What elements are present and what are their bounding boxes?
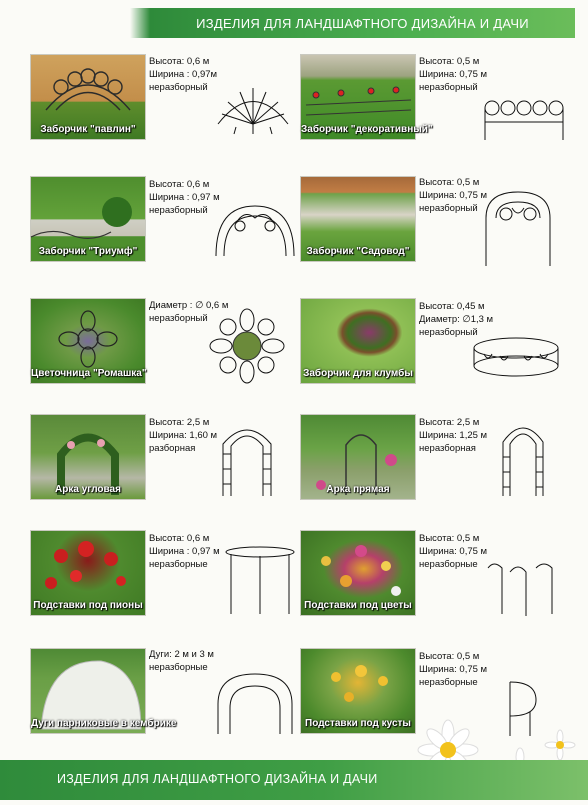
spec-line: Ширина: 0,75 м: [419, 546, 488, 557]
product-caption: Дуги парниковые в кембрике: [31, 718, 177, 729]
spec-line: неразборный: [149, 313, 208, 324]
product-caption: Заборчик для клумбы: [303, 368, 413, 379]
product-specs: [419, 650, 487, 689]
dekorativny-drawing: [480, 96, 570, 144]
product-specs: [149, 648, 214, 674]
romashka-drawing: [206, 308, 288, 386]
arka-pryamaya-drawing: [497, 412, 549, 498]
piony-drawing: [223, 544, 297, 618]
triumf-drawing: [208, 198, 303, 260]
sadovod-drawing: [478, 188, 558, 268]
spec-line: Диаметр: ∅1,3 м: [419, 314, 494, 325]
spec-line: неразборные: [419, 559, 478, 570]
spec-line: разборная: [149, 443, 196, 454]
spec-line: Высота: 2,5 м: [149, 417, 210, 428]
spec-line: Дуги: 2 м и 3 м: [149, 649, 214, 660]
product-caption: Подставки под цветы: [304, 600, 412, 611]
product-photo-dugi: [30, 648, 177, 734]
spec-line: Высота: 0,45 м: [419, 301, 485, 312]
pavlin-drawing: [208, 84, 298, 134]
product-photo-kusty: [300, 648, 416, 734]
product-photo-klumba: [300, 298, 416, 384]
product-caption: Заборчик "Триумф": [38, 246, 138, 257]
spec-line: неразборный: [419, 203, 478, 214]
product-specs: [419, 532, 487, 571]
product-photo-arka-pryamaya: [300, 414, 416, 500]
header-title: ИЗДЕЛИЯ ДЛЯ ЛАНДШАФТНОГО ДИЗАЙНА И ДАЧИ: [196, 15, 529, 31]
arka-uglovaya-drawing: [217, 414, 277, 498]
spec-line: Высота: 0,5 м: [419, 56, 480, 67]
product-specs: [149, 532, 220, 571]
spec-line: Ширина: 0,75 м: [419, 190, 488, 201]
spec-line: неразборные: [419, 677, 478, 688]
spec-line: Высота: 0,5 м: [419, 651, 480, 662]
product-specs: [419, 416, 487, 455]
product-caption: Арка угловая: [55, 484, 121, 495]
product-specs: [149, 55, 217, 94]
spec-line: неразборный: [419, 82, 478, 93]
product-specs: [419, 55, 487, 94]
footer-title: ИЗДЕЛИЯ ДЛЯ ЛАНДШАФТНОГО ДИЗАЙНА И ДАЧИ: [57, 772, 378, 786]
product-caption: Заборчик "Садовод": [306, 246, 410, 257]
product-photo-romashka: [30, 298, 146, 384]
spec-line: неразборный: [419, 327, 478, 338]
spec-line: Высота: 0,5 м: [419, 533, 480, 544]
tsvety-drawing: [484, 558, 564, 618]
spec-line: Ширина: 1,60 м: [149, 430, 218, 441]
spec-line: Высота: 0,6 м: [149, 56, 210, 67]
header-fade: [130, 8, 150, 38]
product-photo-triumf: [30, 176, 146, 262]
spec-line: Высота: 2,5 м: [419, 417, 480, 428]
product-caption: Подставки под пионы: [33, 600, 143, 611]
spec-line: Высота: 0,6 м: [149, 179, 210, 190]
spec-line: неразборные: [149, 559, 208, 570]
spec-line: Диаметр : ∅ 0,6 м: [149, 300, 229, 311]
product-caption: Подставки под кусты: [305, 718, 411, 729]
spec-line: Ширина: 1,25 м: [419, 430, 488, 441]
dugi-drawing: [212, 668, 298, 738]
spec-line: Ширина: 0,75 м: [419, 664, 488, 675]
spec-line: Высота: 0,5 м: [419, 177, 480, 188]
spec-line: Высота: 0,6 м: [149, 533, 210, 544]
product-photo-arka-uglovaya: [30, 414, 146, 500]
header-banner: [150, 8, 575, 38]
product-photo-dekorativny: [300, 54, 433, 140]
product-caption: Заборчик "декоративный": [301, 124, 433, 135]
spec-line: Ширина : 0,97 м: [149, 192, 220, 203]
product-caption: Заборчик "павлин": [40, 124, 136, 135]
klumba-drawing: [470, 334, 562, 382]
product-photo-sadovod: [300, 176, 416, 262]
product-photo-tsvety: [300, 530, 416, 616]
spec-line: неразборные: [149, 662, 208, 673]
product-caption: Цветочница "Ромашка": [31, 368, 147, 379]
product-photo-piony: [30, 530, 146, 616]
footer-banner: [0, 760, 588, 800]
spec-line: неразборная: [419, 443, 476, 454]
spec-line: Ширина: 0,75 м: [419, 69, 488, 80]
product-specs: [149, 416, 217, 455]
spec-line: Ширина : 0,97 м: [149, 546, 220, 557]
product-caption: Арка прямая: [326, 484, 390, 495]
product-photo-pavlin: [30, 54, 146, 140]
spec-line: неразборный: [149, 205, 208, 216]
product-specs: [419, 176, 487, 215]
spec-line: Ширина : 0,97м: [149, 69, 218, 80]
spec-line: неразборный: [149, 82, 208, 93]
